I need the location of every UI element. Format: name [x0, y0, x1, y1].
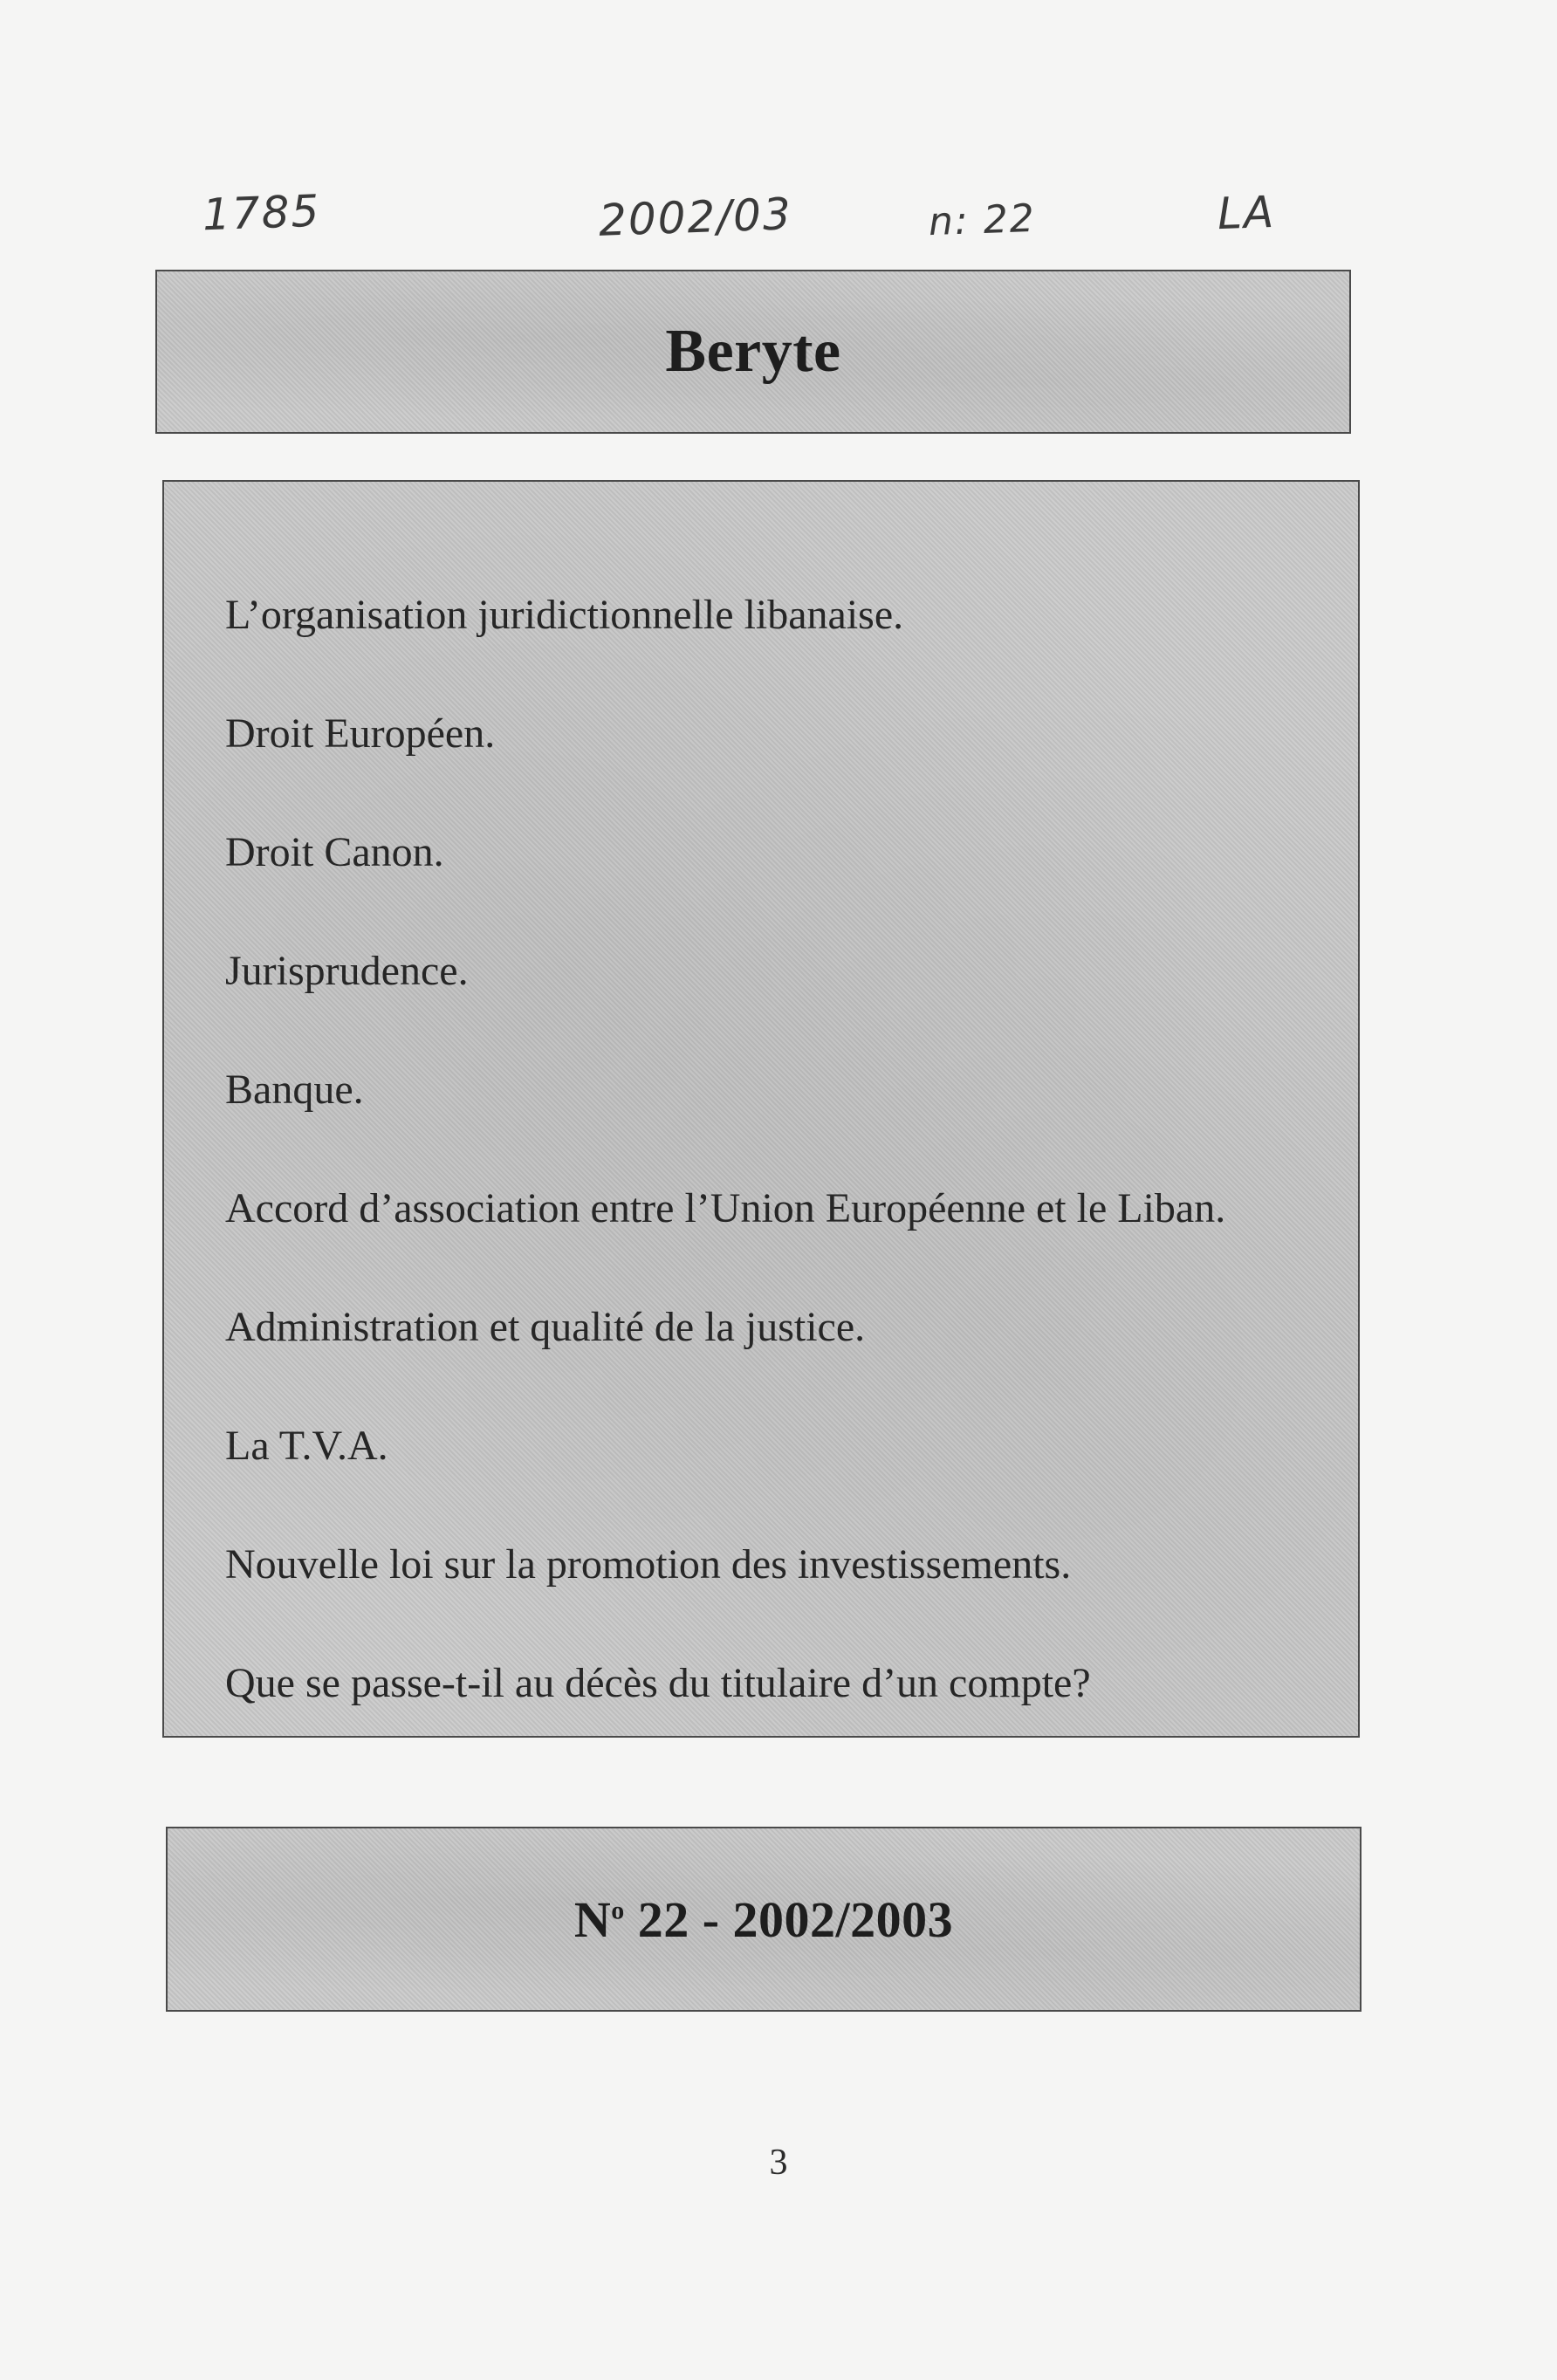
handwritten-note-issue: n: 22	[928, 195, 1037, 245]
contents-item: La T.V.A.	[225, 1423, 388, 1469]
issue-prefix: N	[573, 1890, 612, 1948]
contents-item: Banque.	[225, 1067, 364, 1113]
handwritten-note-code: LA	[1217, 186, 1277, 240]
issue-text: 22 - 2002/2003	[624, 1890, 954, 1948]
contents-item: Que se passe-t-il au décès du titulaire d’un compte?	[225, 1660, 1091, 1706]
issue-box	[166, 1827, 1362, 2012]
contents-item: Administration et qualité de la justice.	[225, 1304, 866, 1350]
contents-item: Nouvelle loi sur la promotion des investissements.	[225, 1541, 1072, 1588]
journal-title: Beryte	[665, 318, 841, 385]
handwritten-note-catalog-number: 1785	[202, 185, 322, 241]
handwritten-note-year: 2002/03	[598, 189, 793, 246]
contents-item: Accord d’association entre l’Union Européenne et le Liban.	[225, 1185, 1226, 1231]
issue-superscript: o	[611, 1896, 625, 1925]
page-number: 3	[769, 2143, 788, 2183]
handwritten-annotations	[0, 185, 1557, 257]
contents-box	[162, 480, 1360, 1738]
title-box	[155, 270, 1351, 434]
contents-item: Droit Européen.	[225, 710, 496, 757]
contents-item: Jurisprudence.	[225, 948, 469, 994]
contents-item: L’organisation juridictionnelle libanaise.	[225, 592, 904, 638]
issue-number	[574, 1890, 953, 1949]
contents-list	[225, 591, 1358, 1778]
contents-item: Droit Canon.	[225, 829, 444, 875]
